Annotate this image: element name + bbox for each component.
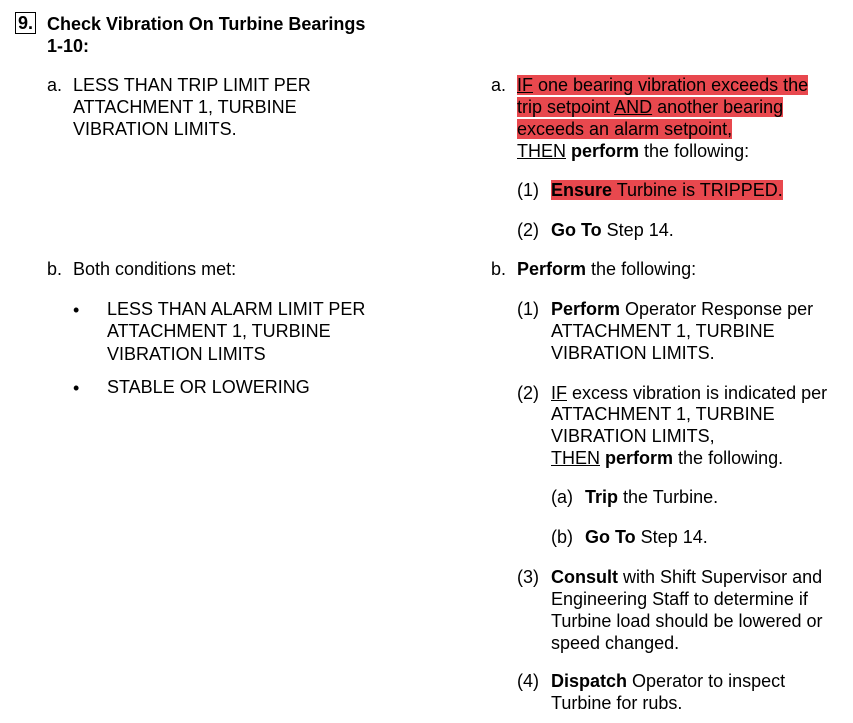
right-b2-marker: (2): [517, 383, 539, 403]
right-a-line4: THEN perform the following:: [517, 141, 750, 161]
right-b-text: Perform the following:: [517, 259, 697, 279]
right-b3-marker: (3): [517, 567, 539, 587]
right-a-line3: exceeds an alarm setpoint,: [517, 119, 733, 139]
right-a2-marker: (2): [517, 220, 539, 240]
left-bullet2: STABLE OR LOWERING: [107, 377, 310, 397]
right-b2-line4: THEN perform the following.: [551, 448, 784, 468]
right-a1-text: Ensure Turbine is TRIPPED.: [551, 180, 783, 200]
right-b2-line3: VIBRATION LIMITS,: [551, 426, 715, 446]
step-number: 9.: [15, 12, 36, 34]
left-b-text: Both conditions met:: [73, 259, 237, 279]
right-a-line1: IF one bearing vibration exceeds the: [517, 75, 809, 95]
right-a2-text: Go To Step 14.: [551, 220, 674, 240]
then-keyword: THEN: [551, 448, 600, 468]
left-bullet1-line3: VIBRATION LIMITS: [107, 344, 266, 364]
right-b3-line2: Engineering Staff to determine if: [551, 589, 808, 609]
right-b3-line3: Turbine load should be lowered or: [551, 611, 823, 631]
right-a1-marker: (1): [517, 180, 539, 200]
left-a-line2: ATTACHMENT 1, TURBINE: [73, 97, 297, 117]
bullet-icon: •: [73, 300, 80, 320]
step-title-line1: Check Vibration On Turbine Bearings: [47, 14, 366, 34]
left-a-line1: LESS THAN TRIP LIMIT PER: [73, 75, 311, 95]
if-keyword: IF: [551, 383, 567, 403]
right-b1-marker: (1): [517, 299, 539, 319]
right-b1-line3: VIBRATION LIMITS.: [551, 343, 715, 363]
right-b3-line4: speed changed.: [551, 633, 680, 653]
right-b2b-marker: (b): [551, 527, 573, 547]
right-b4-line1: Dispatch Operator to inspect: [551, 671, 786, 691]
then-keyword: THEN: [517, 141, 566, 161]
left-a-marker: a.: [47, 75, 63, 95]
if-keyword: IF: [517, 75, 533, 95]
right-b2-line1: IF excess vibration is indicated per: [551, 383, 828, 403]
right-b3-line1: Consult with Shift Supervisor and: [551, 567, 823, 587]
left-a-line3: VIBRATION LIMITS.: [73, 119, 237, 139]
right-b2a-text: Trip the Turbine.: [585, 487, 719, 507]
right-b2-line2: ATTACHMENT 1, TURBINE: [551, 404, 775, 424]
and-keyword: AND: [614, 97, 653, 117]
right-a-marker: a.: [491, 75, 507, 95]
right-b4-line2: Turbine for rubs.: [551, 693, 683, 713]
right-b2a-marker: (a): [551, 487, 573, 507]
right-b1-line2: ATTACHMENT 1, TURBINE: [551, 321, 775, 341]
bullet-icon: •: [73, 378, 80, 398]
right-b4-marker: (4): [517, 671, 539, 691]
right-a-line2: trip setpoint AND another bearing: [517, 97, 784, 117]
step-title-line2: 1-10:: [47, 36, 90, 56]
right-b2b-text: Go To Step 14.: [585, 527, 708, 547]
right-b1-line1: Perform Operator Response per: [551, 299, 814, 319]
right-b-marker: b.: [491, 259, 507, 279]
left-b-marker: b.: [47, 259, 63, 279]
left-bullet1-line1: LESS THAN ALARM LIMIT PER: [107, 299, 366, 319]
left-bullet1-line2: ATTACHMENT 1, TURBINE: [107, 321, 331, 341]
